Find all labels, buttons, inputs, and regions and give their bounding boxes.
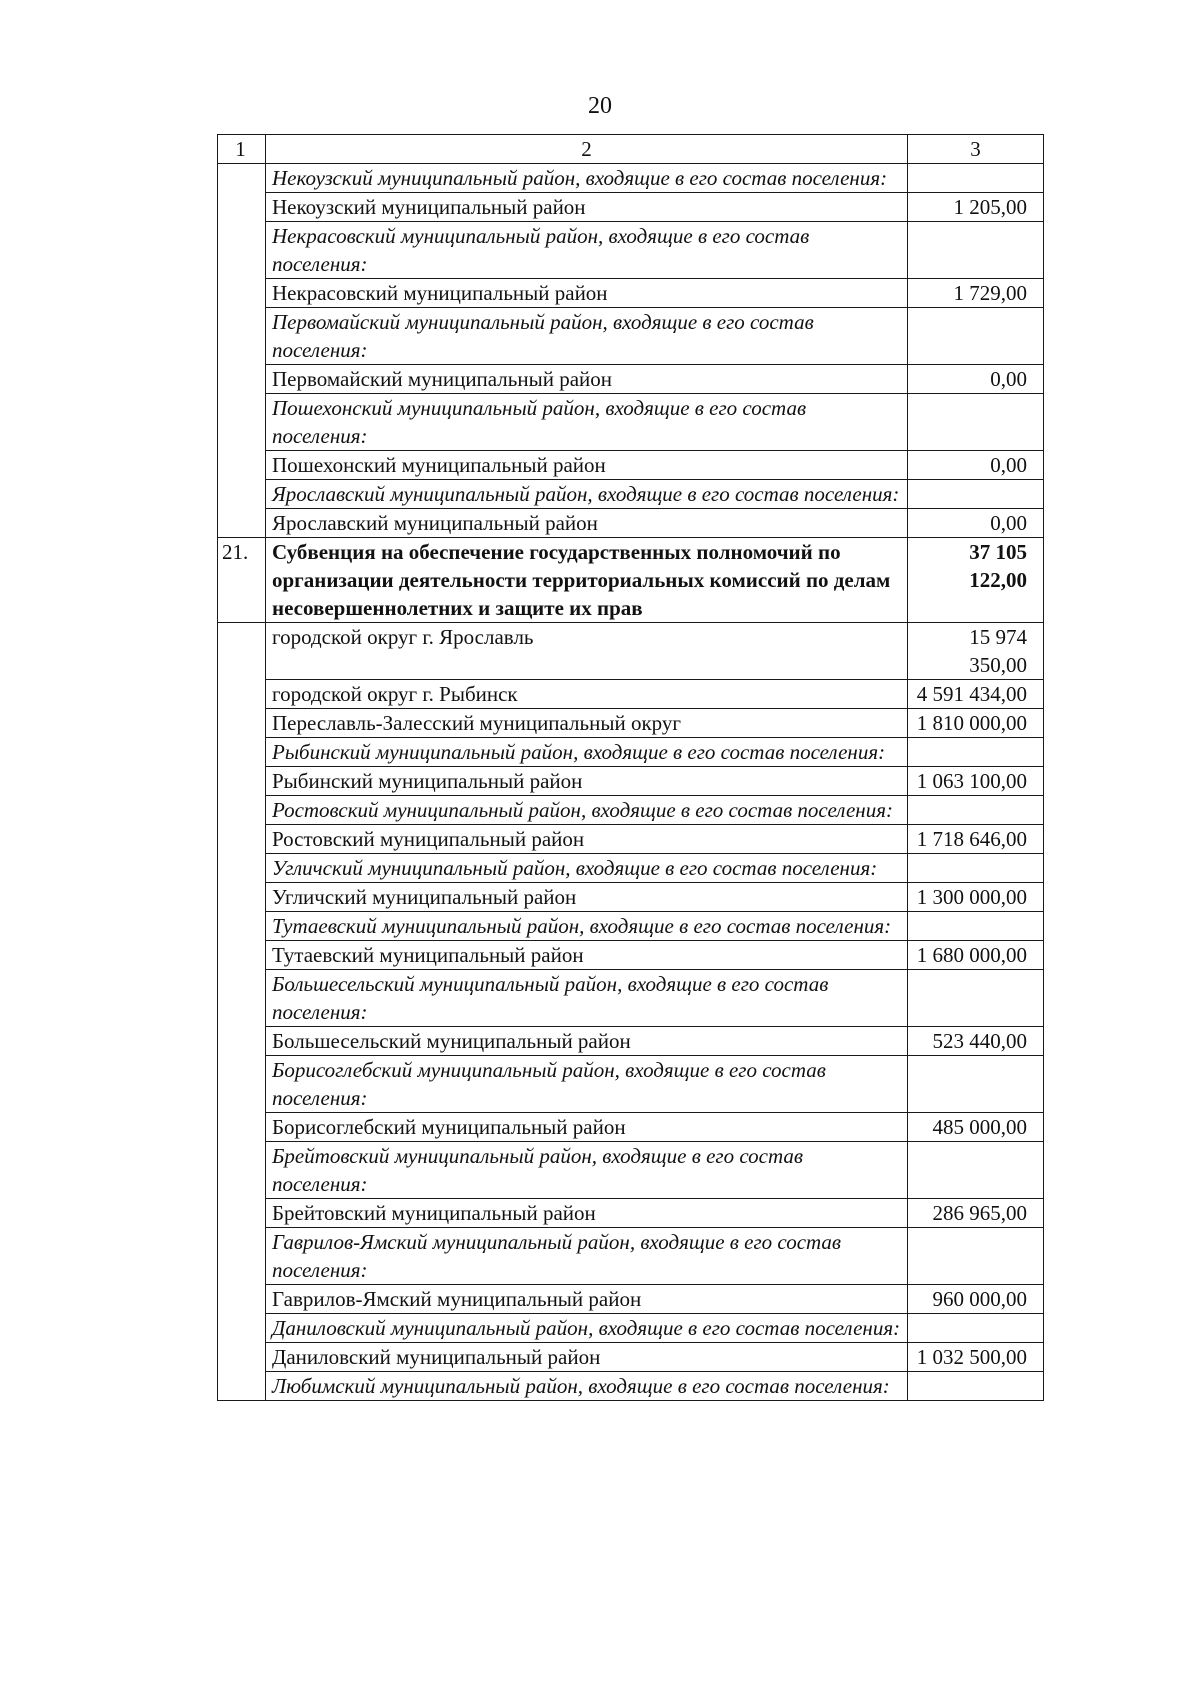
group-heading-cell: Угличский муниципальный район, входящие в его состав поселения: <box>266 854 908 883</box>
amount-cell: 1 810 000,00 <box>908 709 1044 738</box>
table-row <box>218 480 1044 509</box>
amount-cell <box>908 308 1044 365</box>
subvention-table <box>217 134 1044 1401</box>
table-row <box>218 193 1044 222</box>
amount-cell: 1 718 646,00 <box>908 825 1044 854</box>
group-heading-cell: Любимский муниципальный район, входящие в его состав поселения: <box>266 1372 908 1401</box>
group-heading-cell: Ростовский муниципальный район, входящие в его состав поселения: <box>266 796 908 825</box>
municipality-name-cell: Пошехонский муниципальный район <box>266 451 908 480</box>
group-heading-cell: Некрасовский муниципальный район, входящие в его состав поселения: <box>266 222 908 279</box>
row-number-cell <box>218 1228 266 1285</box>
section-title-cell: Субвенция на обеспечение государственных полномочий по организации деятельности территориальных комиссий по делам несовершеннолетних и защите их прав <box>266 538 908 623</box>
row-number-cell <box>218 1142 266 1199</box>
row-number-cell <box>218 883 266 912</box>
amount-cell <box>908 164 1044 193</box>
row-number-cell <box>218 451 266 480</box>
row-number-cell <box>218 1056 266 1113</box>
amount-cell: 286 965,00 <box>908 1199 1044 1228</box>
table-row <box>218 1027 1044 1056</box>
row-number-cell <box>218 1027 266 1056</box>
municipality-name-cell: Борисоглебский муниципальный район <box>266 1113 908 1142</box>
row-number-cell <box>218 1372 266 1401</box>
table-row <box>218 365 1044 394</box>
municipality-name-cell: городской округ г. Рыбинск <box>266 680 908 709</box>
municipality-name-cell: Ярославский муниципальный район <box>266 509 908 538</box>
row-number-cell <box>218 1343 266 1372</box>
table-row <box>218 680 1044 709</box>
table-row <box>218 970 1044 1027</box>
amount-cell <box>908 480 1044 509</box>
page-number: 20 <box>588 93 612 119</box>
municipality-name-cell: Некрасовский муниципальный район <box>266 279 908 308</box>
row-number-cell <box>218 509 266 538</box>
municipality-name-cell: Рыбинский муниципальный район <box>266 767 908 796</box>
amount-cell: 1 680 000,00 <box>908 941 1044 970</box>
group-heading-cell: Некоузский муниципальный район, входящие в его состав поселения: <box>266 164 908 193</box>
municipality-name-cell: городской округ г. Ярославль <box>266 623 908 680</box>
amount-cell <box>908 1314 1044 1343</box>
amount-cell <box>908 1056 1044 1113</box>
table-row <box>218 451 1044 480</box>
group-heading-cell: Тутаевский муниципальный район, входящие в его состав поселения: <box>266 912 908 941</box>
table-row <box>218 709 1044 738</box>
row-number-cell <box>218 970 266 1027</box>
amount-cell <box>908 1142 1044 1199</box>
row-number-cell <box>218 623 266 680</box>
table-row <box>218 509 1044 538</box>
table-row <box>218 883 1044 912</box>
table-row <box>218 1343 1044 1372</box>
amount-cell: 1 032 500,00 <box>908 1343 1044 1372</box>
row-number-cell <box>218 854 266 883</box>
row-number-cell <box>218 796 266 825</box>
table-header-row <box>218 135 1044 164</box>
row-number-cell: 21. <box>218 538 266 623</box>
row-number-cell <box>218 767 266 796</box>
amount-cell <box>908 738 1044 767</box>
table-row <box>218 1228 1044 1285</box>
municipality-name-cell: Некоузский муниципальный район <box>266 193 908 222</box>
group-heading-cell: Пошехонский муниципальный район, входящие в его состав поселения: <box>266 394 908 451</box>
table-row <box>218 796 1044 825</box>
table-row <box>218 308 1044 365</box>
row-number-cell <box>218 941 266 970</box>
table-row <box>218 279 1044 308</box>
amount-cell: 4 591 434,00 <box>908 680 1044 709</box>
amount-cell: 15 974 350,00 <box>908 623 1044 680</box>
amount-cell: 960 000,00 <box>908 1285 1044 1314</box>
row-number-cell <box>218 1314 266 1343</box>
table-row <box>218 941 1044 970</box>
municipality-name-cell: Угличский муниципальный район <box>266 883 908 912</box>
municipality-name-cell: Гаврилов-Ямский муниципальный район <box>266 1285 908 1314</box>
row-number-cell <box>218 279 266 308</box>
row-number-cell <box>218 1285 266 1314</box>
table-row <box>218 738 1044 767</box>
row-number-cell <box>218 912 266 941</box>
municipality-name-cell: Тутаевский муниципальный район <box>266 941 908 970</box>
group-heading-cell: Брейтовский муниципальный район, входящие в его состав поселения: <box>266 1142 908 1199</box>
group-heading-cell: Первомайский муниципальный район, входящие в его состав поселения: <box>266 308 908 365</box>
row-number-cell <box>218 1113 266 1142</box>
municipality-name-cell: Большесельский муниципальный район <box>266 1027 908 1056</box>
table-row <box>218 623 1044 680</box>
amount-cell <box>908 1372 1044 1401</box>
amount-cell: 0,00 <box>908 451 1044 480</box>
table-body <box>218 135 1044 1401</box>
table-row <box>218 222 1044 279</box>
row-number-cell <box>218 365 266 394</box>
row-number-cell <box>218 394 266 451</box>
amount-cell: 37 105 122,00 <box>908 538 1044 623</box>
group-heading-cell: Ярославский муниципальный район, входящие в его состав поселения: <box>266 480 908 509</box>
table-row <box>218 1056 1044 1113</box>
table-row <box>218 854 1044 883</box>
table-row <box>218 825 1044 854</box>
municipality-name-cell: Ростовский муниципальный район <box>266 825 908 854</box>
table-row <box>218 538 1044 623</box>
amount-cell: 1 205,00 <box>908 193 1044 222</box>
row-number-cell <box>218 480 266 509</box>
group-heading-cell: Большесельский муниципальный район, входящие в его состав поселения: <box>266 970 908 1027</box>
table-row <box>218 1199 1044 1228</box>
amount-cell <box>908 222 1044 279</box>
table-row <box>218 1142 1044 1199</box>
table-row <box>218 1314 1044 1343</box>
row-number-cell <box>218 825 266 854</box>
table-row <box>218 1285 1044 1314</box>
row-number-cell <box>218 164 266 193</box>
amount-cell: 485 000,00 <box>908 1113 1044 1142</box>
table-row <box>218 1113 1044 1142</box>
group-heading-cell: Даниловский муниципальный район, входящие в его состав поселения: <box>266 1314 908 1343</box>
row-number-cell <box>218 193 266 222</box>
table-row <box>218 394 1044 451</box>
amount-cell: 1 063 100,00 <box>908 767 1044 796</box>
row-number-cell <box>218 308 266 365</box>
table-row <box>218 767 1044 796</box>
amount-cell <box>908 796 1044 825</box>
header-col-2: 2 <box>266 135 908 164</box>
amount-cell <box>908 912 1044 941</box>
amount-cell: 0,00 <box>908 509 1044 538</box>
table-row <box>218 1372 1044 1401</box>
amount-cell: 0,00 <box>908 365 1044 394</box>
row-number-cell <box>218 1199 266 1228</box>
amount-cell <box>908 854 1044 883</box>
header-col-3: 3 <box>908 135 1044 164</box>
amount-cell: 1 300 000,00 <box>908 883 1044 912</box>
table-row <box>218 164 1044 193</box>
amount-cell: 523 440,00 <box>908 1027 1044 1056</box>
municipality-name-cell: Переславль-Залесский муниципальный округ <box>266 709 908 738</box>
amount-cell: 1 729,00 <box>908 279 1044 308</box>
municipality-name-cell: Первомайский муниципальный район <box>266 365 908 394</box>
amount-cell <box>908 394 1044 451</box>
row-number-cell <box>218 680 266 709</box>
group-heading-cell: Борисоглебский муниципальный район, входящие в его состав поселения: <box>266 1056 908 1113</box>
row-number-cell <box>218 738 266 767</box>
row-number-cell <box>218 709 266 738</box>
group-heading-cell: Рыбинский муниципальный район, входящие в его состав поселения: <box>266 738 908 767</box>
amount-cell <box>908 1228 1044 1285</box>
table-row <box>218 912 1044 941</box>
amount-cell <box>908 970 1044 1027</box>
row-number-cell <box>218 222 266 279</box>
municipality-name-cell: Даниловский муниципальный район <box>266 1343 908 1372</box>
municipality-name-cell: Брейтовский муниципальный район <box>266 1199 908 1228</box>
header-col-1: 1 <box>218 135 266 164</box>
group-heading-cell: Гаврилов-Ямский муниципальный район, входящие в его состав поселения: <box>266 1228 908 1285</box>
